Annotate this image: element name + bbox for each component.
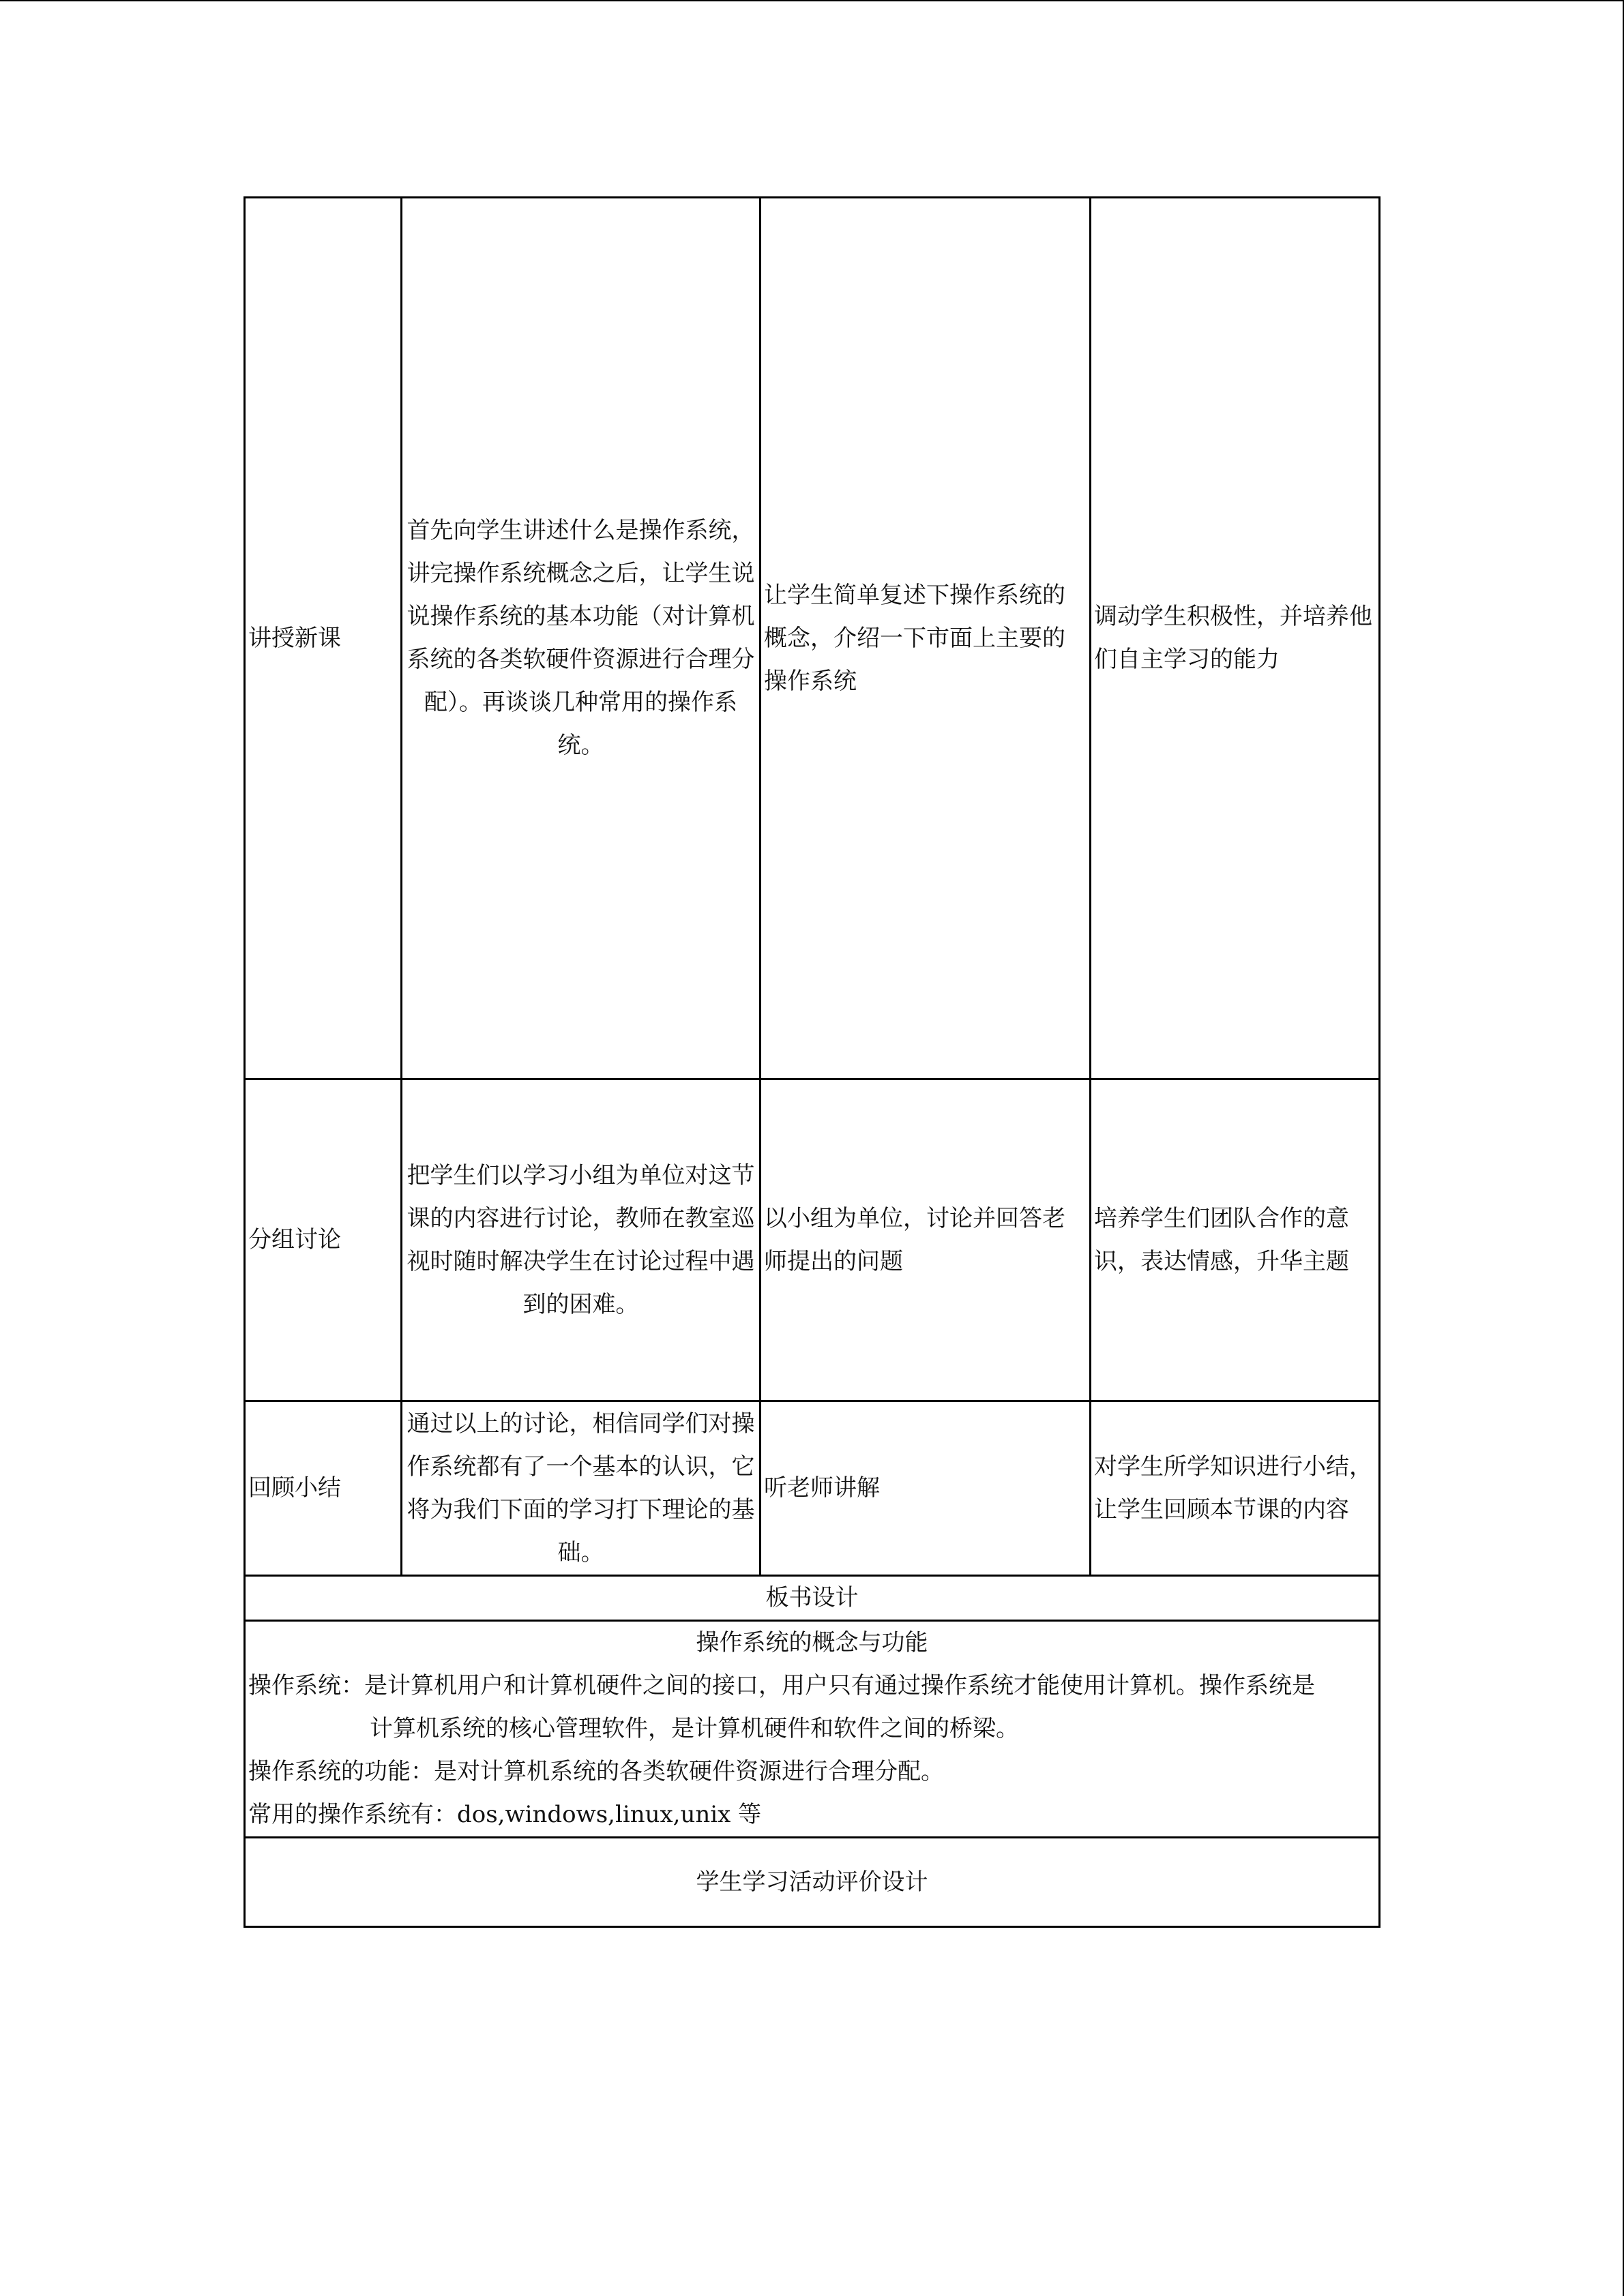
teacher-activity-review: 通过以上的讨论，相信同学们对操作系统都有了一个基本的认识，它将为我们下面的学习打下理论的基础。	[402, 1401, 761, 1576]
board-content	[245, 1621, 1380, 1838]
student-activity-review: 听老师讲解	[761, 1401, 1091, 1576]
board-line-common-os: 常用的操作系统有：dos,windows,linux,unix 等	[248, 1801, 762, 1828]
board-line-os-function: 操作系统的功能：是对计算机系统的各类软硬件资源进行合理分配。	[248, 1758, 944, 1785]
board-line-os-definition: 操作系统：是计算机用户和计算机硬件之间的接口，用户只有通过操作系统才能使用计算机。操作系统是	[248, 1672, 1315, 1699]
table-row-lecture	[245, 198, 1380, 1079]
stage-cell-review: 回顾小结	[245, 1401, 402, 1576]
table-row-discussion	[245, 1079, 1380, 1401]
stage-cell-discussion: 分组讨论	[245, 1079, 402, 1401]
student-activity-lecture: 让学生简单复述下操作系统的概念，介绍一下市面上主要的操作系统	[761, 198, 1091, 1079]
teacher-activity-discussion: 把学生们以学习小组为单位对这节课的内容进行讨论，教师在教室巡视时随时解决学生在讨论过程中遇到的困难。	[402, 1079, 761, 1401]
design-intent-lecture: 调动学生积极性，并培养他们自主学习的能力	[1091, 198, 1380, 1079]
student-activity-discussion: 以小组为单位，讨论并回答老师提出的问题	[761, 1079, 1091, 1401]
design-intent-discussion: 培养学生们团队合作的意识，表达情感，升华主题	[1091, 1079, 1380, 1401]
design-intent-review: 对学生所学知识进行小结，让学生回顾本节课的内容	[1091, 1401, 1380, 1576]
lesson-plan-table	[243, 196, 1381, 1928]
board-line-os-definition-cont: 计算机系统的核心管理软件，是计算机硬件和软件之间的桥梁。	[370, 1715, 1019, 1742]
board-content-row	[245, 1621, 1380, 1838]
evaluation-heading: 学生学习活动评价设计	[245, 1838, 1380, 1927]
teacher-activity-lecture: 首先向学生讲述什么是操作系统，讲完操作系统概念之后，让学生说说操作系统的基本功能（对计算机系统的各类软硬件资源进行合理分配）。再谈谈几种常用的操作系统。	[402, 198, 761, 1079]
evaluation-row	[245, 1838, 1380, 1927]
board-title: 操作系统的概念与功能	[696, 1629, 928, 1656]
table-row-review	[245, 1401, 1380, 1576]
board-heading-row	[245, 1576, 1380, 1621]
board-heading: 板书设计	[245, 1576, 1380, 1621]
stage-cell-lecture: 讲授新课	[245, 198, 402, 1079]
